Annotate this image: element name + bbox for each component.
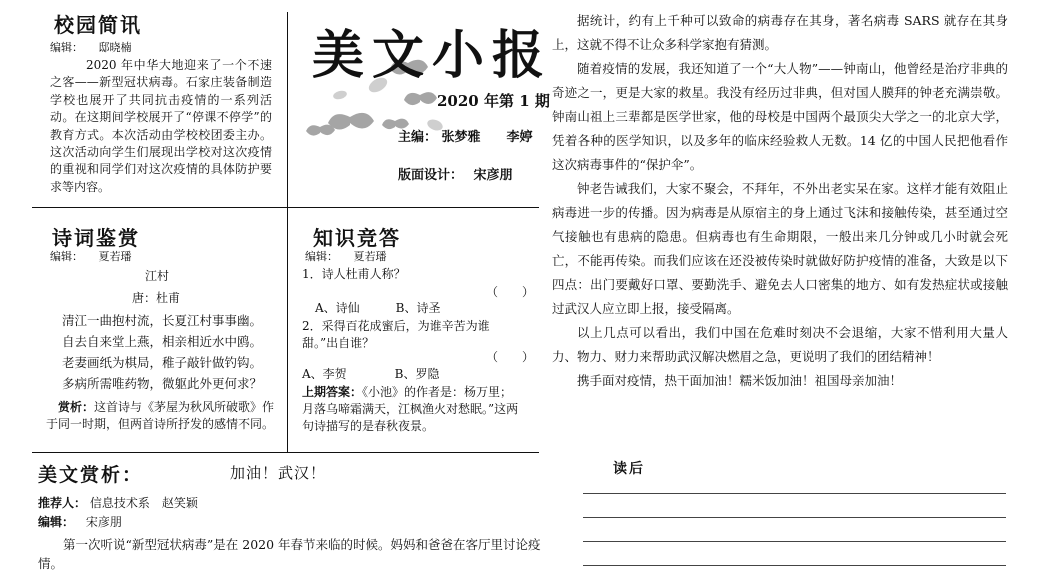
- article-paragraph: 携手面对疫情，热干面加油！糯米饭加油！祖国母亲加油！: [577, 373, 903, 388]
- essay-section-title: 美文赏析：: [38, 464, 144, 486]
- article-paragraph: 钟老告诫我们，大家不聚会，不拜年，不外出老实呆在家。这样才能有效阻止病毒进一步的传播。因为病毒是从原宿主的身上通过飞沫和接触传染，甚至通过空气接触也有患病的隐患。但病毒也有生命期限，一般出来几分钟或几小时就会死亡，不能再传染。而我们应该在还没被传染时就做好防护疫情的准备，大致是以下四点：出门要戴好口罩、要勤洗手、避免去人口密集的地方、如有发热症状或接触过武汉人应立即上报，接受隔离。: [552, 181, 1008, 316]
- reading-notes-label: 读后: [613, 461, 645, 477]
- quiz-section-title: 知识竞答: [313, 226, 401, 250]
- issue-number: 2020 年第 1 期: [437, 92, 550, 110]
- quiz-question-1: 1．诗人杜甫人称？: [302, 267, 406, 281]
- recommender-name: 信息技术系 赵笑颖: [89, 496, 198, 510]
- last-answer-text: 《小池》的作者是：杨万里；月落乌啼霜满天，江枫渔火对愁眠。”这两句诗描写的是春秋夜景。: [302, 385, 519, 433]
- horizontal-rule-bottom: [32, 452, 539, 453]
- essay-recommender: [38, 495, 198, 512]
- poem-line: 多病所需唯药物，微躯此外更何求？: [62, 376, 263, 391]
- essay-editor: [38, 514, 122, 531]
- appreciation-label: 赏析：: [58, 400, 95, 414]
- poem-line: 自去自来堂上燕，相亲相近水中鸥。: [62, 334, 263, 349]
- poem-lines: [62, 310, 262, 394]
- article-paragraph: 随着疫情的发展，我还知道了一个“大人物”——钟南山，他曾经是治疗非典的奇迹之一，更是大家的救星。我没有经历过非典，但对国人膜拜的钟老充满崇敬。钟南山祖上三辈都是医学世家，他的母校是中国两个最顶尖大学之一的北京大学，凭着各种的医学知识，以及多年的临床经验救人无数。14 亿的中国人民把他看作这次病毒事件的“保护伞”。: [552, 61, 1008, 172]
- vertical-rule-left: [287, 12, 288, 452]
- layout-name: 宋彦朋: [473, 168, 513, 183]
- writing-line: [583, 541, 1006, 542]
- campus-news-title: 校园简讯: [54, 13, 142, 37]
- quiz-options-1: A、诗仙 B、诗圣: [315, 301, 441, 315]
- essay-intro: 第一次听说“新型冠状病毒”是在 2020 年春节来临的时候。妈妈和爸爸在客厅里讨论疫情。: [38, 537, 541, 571]
- poem-author: 唐：杜甫: [132, 291, 181, 305]
- poem-title: 江村: [145, 269, 170, 283]
- writing-line: [583, 493, 1006, 494]
- poem-editor: [50, 249, 132, 264]
- quiz-options-2: A、李贺 B、罗隐: [302, 367, 440, 381]
- appreciation-text: 这首诗与《茅屋为秋风所破歌》作于同一时期，但两首诗所抒发的感情不同。: [46, 400, 275, 431]
- chief-label: 主编：: [398, 130, 438, 145]
- campus-news-body: 2020 年中华大地迎来了一个不速之客——新型冠状病毒。石家庄装备制造学校也展开了共同抗击疫情的一系列活动。在这期间学校展开了“停课不停学”的教育方式。本次活动由学校校团委主办。这次活动向学生们展现出学校对这次疫情的重视和同学们对这次疫情的具体防护要求等内容。: [50, 58, 272, 194]
- masthead-title: 美文小报: [312, 25, 553, 86]
- campus-news-editor: [50, 40, 132, 55]
- writing-line: [583, 517, 1006, 518]
- chief-editors: [398, 126, 533, 145]
- layout-label: 版面设计：: [398, 168, 464, 183]
- quiz-answer-blank-1: （ ）: [486, 285, 535, 299]
- quiz-editor-label: 编辑：: [305, 250, 338, 263]
- article-paragraph: 据统计，约有上千种可以致命的病毒存在其身，著名病毒 SARS 就存在其身上，这就不得不让众多科学家抱有猜测。: [552, 13, 1008, 52]
- essay-editor-label: 编辑：: [38, 515, 75, 529]
- essay-title: 加油！武汉！: [230, 464, 327, 482]
- writing-line: [583, 565, 1006, 566]
- essay-editor-name: 宋彦朋: [85, 515, 122, 529]
- recommender-label: 推荐人：: [38, 496, 87, 510]
- article-paragraph: 以上几点可以看出，我们中国在危难时刻决不会退缩，大家不惜利用大量人力、物力、财力来帮助武汉解决燃眉之急，更说明了我们的团结精神！: [552, 325, 1008, 364]
- horizontal-rule-mid: [32, 207, 539, 208]
- quiz-editor-name: 夏若璠: [353, 250, 387, 263]
- article-body: [552, 9, 1008, 393]
- poem-appreciation: [46, 399, 276, 433]
- chief-names: 张梦雅 李婷: [441, 130, 533, 145]
- campus-editor-name: 邸晓楠: [98, 41, 132, 54]
- poem-line: 老妻画纸为棋局，稚子敲针做钓钩。: [62, 355, 263, 370]
- poem-line: 清江一曲抱村流，长夏江村事事幽。: [62, 313, 263, 328]
- quiz-question-2: 2．采得百花成蜜后，为谁辛苦为谁甜。”出自谁？: [302, 319, 490, 350]
- poem-editor-name: 夏若璠: [98, 250, 132, 263]
- quiz-answer-blank-2: （ ）: [486, 350, 535, 364]
- last-answer-label: 上期答案：: [302, 385, 363, 399]
- poem-section-title: 诗词鉴赏: [52, 226, 140, 250]
- poem-editor-label: 编辑：: [50, 250, 83, 263]
- quiz-editor: [305, 249, 387, 264]
- last-issue-answer: [302, 384, 524, 435]
- layout-designer: [398, 164, 513, 183]
- campus-editor-label: 编辑：: [50, 41, 83, 54]
